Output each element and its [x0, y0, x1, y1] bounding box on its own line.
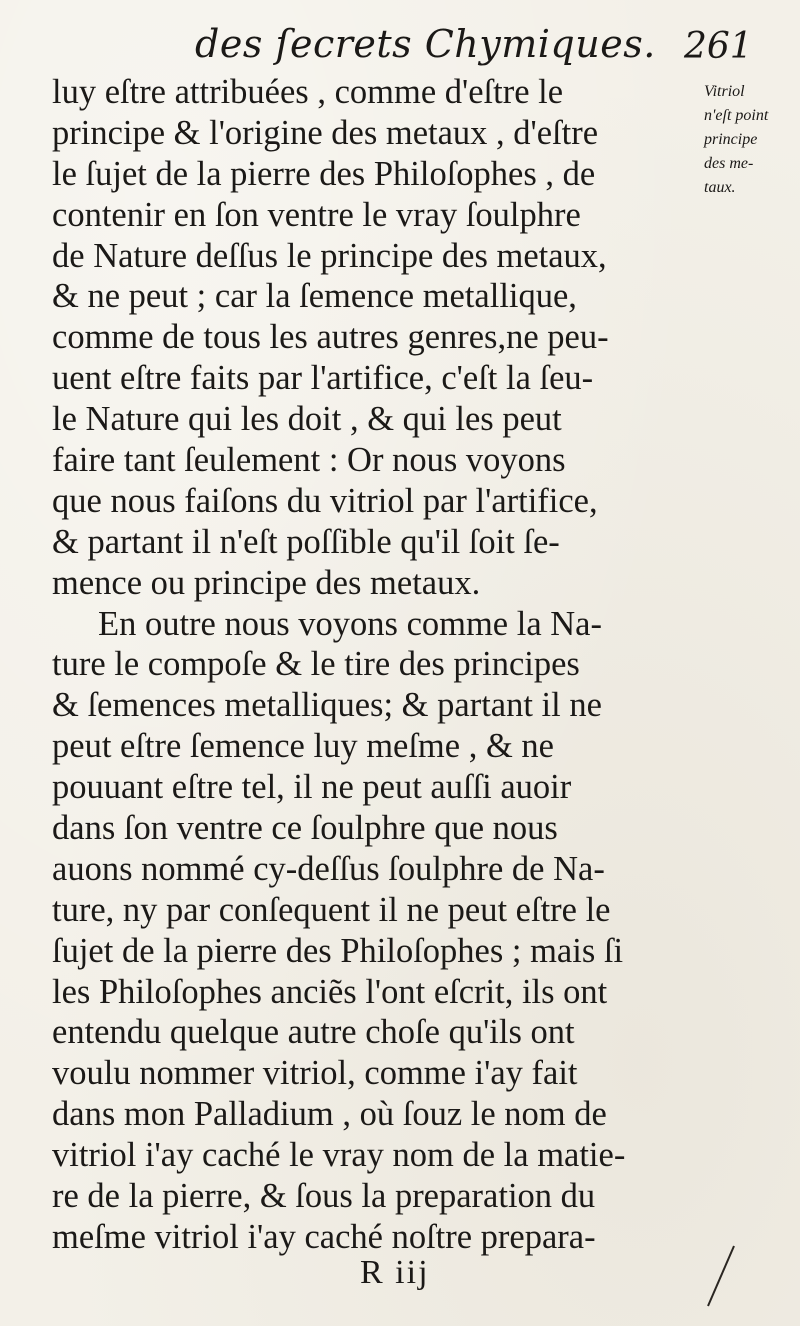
- text-line: meſme vitriol i'ay caché noſtre prepara-: [52, 1217, 596, 1256]
- body-text: [52, 72, 672, 1258]
- text-line: & partant il n'eſt poſſible qu'il ſoit ſe-: [52, 522, 560, 561]
- running-head-title: des ſecrets Chymiques.: [195, 22, 656, 66]
- signature-mark: R iij: [360, 1254, 430, 1291]
- margin-note-line: des me-: [704, 155, 754, 172]
- text-line: vitriol i'ay caché le vray nom de la matie-: [52, 1136, 626, 1175]
- text-line: de Nature deſſus le principe des metaux,: [52, 236, 607, 275]
- text-line: peut eſtre ſemence luy meſme , & ne: [52, 727, 554, 766]
- margin-note-line: taux.: [704, 179, 736, 196]
- text-line: comme de tous les autres genres,ne peu-: [52, 318, 609, 357]
- text-line: les Philoſophes anciẽs l'ont eſcrit, ils ont: [52, 972, 608, 1011]
- text-line: dans mon Palladium , où ſouz le nom de: [52, 1095, 607, 1134]
- text-line: pouuant eſtre tel, il ne peut auſſi auoir: [52, 768, 572, 807]
- text-line: ture le compoſe & le tire des principes: [52, 645, 580, 684]
- margin-note-line: principe: [704, 131, 758, 148]
- margin-note-line: Vitriol: [704, 83, 745, 100]
- page-number: 261: [684, 26, 753, 67]
- text-line: ture, ny par conſequent il ne peut eſtre le: [52, 890, 611, 929]
- text-line: luy eſtre attribuées , comme d'eſtre le: [52, 73, 564, 111]
- text-line: principe & l'origine des metaux , d'eſtre: [52, 113, 599, 152]
- text-line: mence ou principe des metaux.: [52, 563, 481, 602]
- text-line: faire tant ſeulement : Or nous voyons: [52, 441, 566, 480]
- text-line: auons nommé cy-deſſus ſoulphre de Na-: [52, 849, 605, 888]
- text-line: le ſujet de la pierre des Philoſophes , de: [52, 154, 596, 193]
- margin-note: [704, 80, 794, 200]
- text-line: entendu quelque autre choſe qu'ils ont: [52, 1013, 575, 1052]
- text-line: uent eſtre faits par l'artifice, c'eſt la ſeu-: [52, 359, 594, 398]
- text-line: & ſemences metalliques; & partant il ne: [52, 686, 602, 725]
- text-line: voulu nommer vitriol, comme i'ay fait: [52, 1054, 578, 1093]
- text-line: dans ſon ventre ce ſoulphre que nous: [52, 809, 558, 848]
- pen-stroke-mark: [700, 1242, 740, 1312]
- text-line: que nous faiſons du vitriol par l'artifice,: [52, 481, 598, 520]
- text-line: contenir en ſon ventre le vray ſoulphre: [52, 195, 581, 234]
- text-line: le Nature qui les doit , & qui les peut: [52, 400, 562, 439]
- text-line: ſujet de la pierre des Philoſophes ; mais ſi: [52, 931, 624, 970]
- text-line: En outre nous voyons comme la Na-: [98, 604, 602, 643]
- text-line: & ne peut ; car la ſemence metallique,: [52, 277, 577, 316]
- text-line: re de la pierre, & ſous la preparation du: [52, 1177, 596, 1216]
- margin-note-line: n'eſt point: [704, 107, 769, 124]
